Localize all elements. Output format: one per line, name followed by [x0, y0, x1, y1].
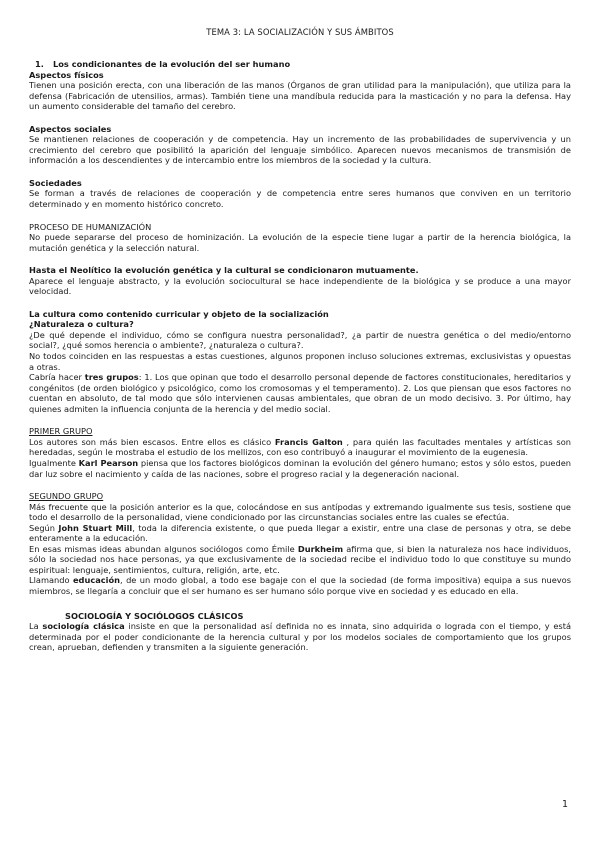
cultura-question: ¿Naturaleza o cultura?	[29, 319, 134, 330]
cultura-body-1: ¿De qué depende el individuo, cómo se configura nuestra personalidad?, ¿a partir de nuestra genética o del medio/entorno social?, ¿qué somos herencia o ambiente?, ¿naturaleza o cultura?.	[29, 329, 571, 351]
section-heading	[29, 59, 571, 70]
author-name: Durkheim	[297, 543, 344, 554]
primer-grupo-heading: PRIMER GRUPO	[29, 426, 93, 437]
text-run: afirma que, si bien la naturaleza nos hace individuos, sólo la sociedad nos hace personas, ya que exclusivamente de la sociedad recibe el individuo todo lo que constituye su mundo espiritual: lenguaje, sentimientos, cultura, religión, arte, etc.	[29, 543, 571, 575]
segundo-grupo-body-1: Más frecuente que la posición anterior es la que, colocándose en sus antípodas y extremando igualmente sus tesis, sostiene que todo el desarrollo de la personalidad, viene condicionado por las circunstancias sociales entre las cuales se efectúa.	[29, 501, 571, 523]
document-title: TEMA 3: LA SOCIALIZACIÓN Y SUS ÁMBITOS	[206, 27, 394, 37]
section-number: 1.	[35, 59, 44, 69]
author-name: John Stuart Mill	[58, 522, 133, 533]
cultura-body-3	[29, 372, 571, 414]
text-run: Según	[29, 522, 59, 533]
neolitico-body: Aparece el lenguaje abstracto, y la evolución sociocultural se hace independiente de la biológica y se produce a una mayor velocidad.	[29, 275, 571, 297]
page-number: 1	[561, 799, 568, 810]
text-run: : 1. Los que opinan que todo el desarrollo personal depende de factores constitucionales, hereditarios y congénitos (de orden biológico y psicológico, como los cromosomas y el temperamento). 2. Los que piensan que esos factores no cuentan en absoluto, de tal modo que sólo intervienen causas ambientales, que obran de un modo decisivo. 3. Por último, hay quienes admiten la influencia conjunta de la herencia y del medio social.	[29, 372, 571, 414]
sociedades-body: Se forman a través de relaciones de cooperación y de competencia entre seres humanos que conviven en un territorio determinado y en momento histórico concreto.	[29, 188, 571, 210]
text-run: piensa que los factores biológicos dominan la evolución del género humano; estos y sólo estos, pueden dar luz sobre el nacimiento y caída de las naciones, sobre el progreso racial y la degeneración nacional.	[29, 457, 572, 479]
document-body	[29, 59, 571, 653]
primer-grupo-body-2	[29, 458, 571, 479]
text-run: Igualmente	[29, 457, 79, 468]
sociologia-clasica-emphasis: sociología clásica	[42, 621, 125, 632]
text-run: En esas mismas ideas abundan algunos sociólogos como Émile	[29, 543, 298, 554]
author-name: Karl Pearson	[78, 457, 139, 468]
text-run: Llamando	[29, 575, 73, 586]
tres-grupos-emphasis: tres grupos	[84, 372, 139, 383]
text-run: Cabría hacer	[29, 372, 85, 383]
segundo-grupo-body-2	[29, 523, 571, 544]
educacion-emphasis: educación	[72, 575, 121, 586]
aspectos-fisicos-heading: Aspectos físicos	[29, 69, 104, 80]
cultura-body-2: No todos coinciden en las respuestas a estas cuestiones, algunos proponen incluso soluciones extremas, exclusivistas y opuestas a otras.	[29, 351, 571, 372]
segundo-grupo-body-3	[29, 544, 571, 576]
section-heading-text: Los condicionantes de la evolución del ser humano	[53, 59, 291, 69]
aspectos-sociales-heading: Aspectos sociales	[29, 123, 112, 134]
text-run: insiste en que la personalidad así definida no es innata, sino adquirida o lograda con el tiempo, y está determinada por el poder condicionante de la herencia cultural y por los modelos sociales de comportamiento que los grupos crean, aprueban, defienden y transmiten a la siguiente generación.	[29, 621, 571, 653]
cultura-heading: La cultura como contenido curricular y objeto de la socialización	[29, 308, 329, 319]
text-run: , para quién las facultades mentales y artísticas son heredadas, según le mostraba el estudio de los mellizos, con eso contribuyó a inaugurar el movimiento de la eugenesia.	[29, 436, 571, 458]
primer-grupo-body-1	[29, 437, 571, 458]
text-run: Los autores son más bien escasos. Entre ellos es clásico	[29, 436, 275, 447]
author-name: Francis Galton	[274, 436, 343, 447]
humanizacion-body: No puede separarse del proceso de hominización. La evolución de la especie tiene lugar a partir de la herencia biológica, la mutación genética y la selección natural.	[29, 232, 571, 253]
aspectos-sociales-body: Se mantienen relaciones de cooperación y de competencia. Hay un incremento de las probabilidades de supervivencia y un crecimiento del cerebro que posibilitó la aparición del lenguaje simbólico. Aparecen nuevos mecanismos de transmisión de información a los descendientes y de intercambio entre los miembros de la sociedad y la cultura.	[29, 134, 571, 166]
sociologia-heading: SOCIOLOGÍA Y SOCIÓLOGOS CLÁSICOS	[65, 610, 244, 621]
segundo-grupo-body-4	[29, 575, 571, 596]
neolitico-heading: Hasta el Neolítico la evolución genética y la cultural se condicionaron mutuamente.	[29, 265, 419, 276]
sociedades-heading: Sociedades	[29, 177, 82, 188]
text-run: La	[29, 621, 43, 632]
aspectos-fisicos-body: Tienen una posición erecta, con una liberación de las manos (Órganos de gran utilidad para la manipulación), que utiliza para la defensa (Fabricación de utensilios, armas). También tiene una mandíbula reducida para la masticación y no para la defensa. Hay un aumento considerable del tamaño del cerebro.	[29, 80, 571, 112]
sociologia-body	[29, 621, 571, 653]
humanizacion-heading: PROCESO DE HUMANIZACIÓN	[29, 221, 152, 232]
text-run: , de un modo global, a todo ese bagaje con el que la sociedad (de forma impositiva) equipa a sus nuevos miembros, se llegaría a concluir que el ser humano es ser humano sólo porque vive en sociedad y es educado en ella.	[29, 575, 571, 596]
text-run: , toda la diferencia existente, o que pueda llegar a existir, entre una clase de personas y otra, se debe enteramente a la educación.	[29, 522, 571, 544]
segundo-grupo-heading: SEGUNDO GRUPO	[29, 491, 104, 502]
